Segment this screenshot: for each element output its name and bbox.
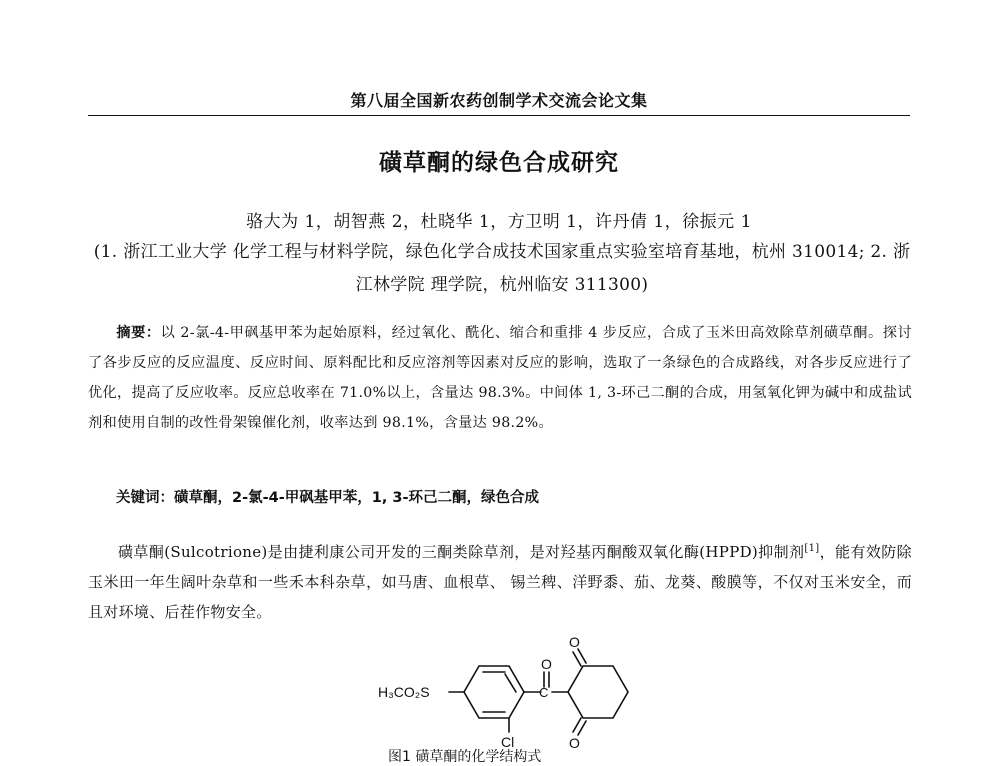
affiliations: (1. 浙江工业大学 化学工程与材料学院，绿色化学合成技术国家重点实验室培育基地，杭州 310014; 2. 浙江林学院 理学院，杭州临安 311300) [93,242,911,295]
cyclohexane-ring [568,666,628,718]
keywords [116,486,906,507]
citation-ref: [1] [804,543,820,554]
intro-text-1: 磺草酮(Sulcotrione)是由捷利康公司开发的三酮类除草剂，是对羟基丙酮酸双氧化酶(HPPD)抑制剂 [118,543,805,561]
keywords-text: 磺草酮，2-氯-4-甲砜基甲苯，1, 3-环己二酮，绿色合成 [174,490,539,506]
figure-caption: 图1 磺草酮的化学结构式 [388,749,542,765]
ketone-bottom-o-label: O [569,735,580,750]
ketone-bottom-b [578,721,586,735]
intro-text-2: ，能有效防除玉米田一年生阔叶杂草和一些禾本科杂草，如马唐、血根草、 锡兰稗、洋野黍、茄、龙葵、酸膜等，不仅对玉米安全，而且对环境、后茬作物安全。 [88,543,912,621]
running-header: 第八届全国新农药创制学术交流会论文集 [350,91,648,110]
carbonyl-carbon: C [539,685,549,700]
abstract-label: 摘要： [116,325,161,341]
benzene-ring [464,666,524,718]
chemical-structure-figure [378,632,638,750]
intro-paragraph [88,537,912,627]
header-divider [88,115,910,116]
ketone-top-o-label: O [569,634,580,650]
ketone-bottom-a [573,718,581,732]
chloro-label: Cl [501,734,515,750]
ketone-top-b [578,649,586,663]
paper-title: 磺草酮的绿色合成研究 [379,150,619,176]
abstract [88,318,912,438]
ketone-top-a [573,652,581,666]
abstract-text: 以 2-氯-4-甲砜基甲苯为起始原料，经过氧化、酰化、缩合和重排 4 步反应，合成了玉米田高效除草剂磺草酮。探讨了各步反应的反应温度、反应时间、原料配比和反应溶剂等因素对反应的影响，选取了一条绿色的合成路线，对各步反应进行了优化，提高了反应收率。反应总收率在 71.0%以上，含量达 98.3%。中间体 1, 3-环己二酮的合成，用氢氧化钾为碱中和成盐试剂和使用自制的改性骨架镍催化剂，收率达到 98.1%，含量达 98.2%。 [88,325,912,431]
carbonyl-o-label: O [541,656,552,672]
author-list: 骆大为 1，胡智燕 2，杜晓华 1，方卫明 1，许丹倩 1，徐振元 1 [246,212,752,232]
sulfonyl-label: H₃CO₂S [378,684,430,700]
keywords-label: 关键词： [116,490,174,506]
